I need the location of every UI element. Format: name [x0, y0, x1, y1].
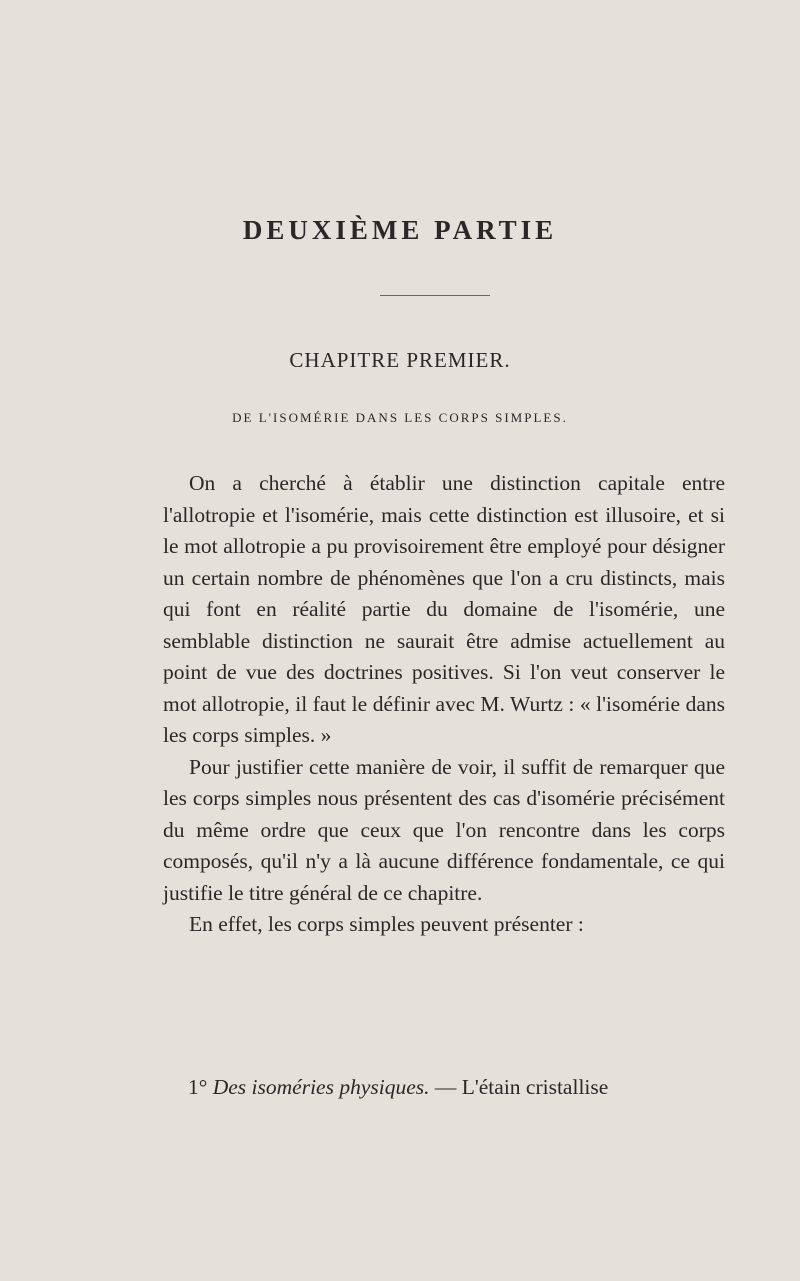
- list-item-line: [188, 1075, 728, 1100]
- chapter-title: CHAPITRE PREMIER.: [289, 348, 511, 372]
- body-text: [163, 468, 725, 941]
- part-title: DEUXIÈME PARTIE: [242, 215, 558, 245]
- paragraph: Pour justifier cette manière de voir, il suffit de remarquer que les corps simples nous présentent des cas d'isomérie précisément du même ordre que ceux que l'on rencontre dans les corps composés, qu'il n'y a là aucune différence fondamentale, ce qui justifie le titre général de ce chapitre.: [163, 754, 725, 905]
- separator-rule: [380, 295, 490, 296]
- italic-heading: Des isoméries physiques.: [212, 1075, 430, 1099]
- chapter-subtitle: DE L'ISOMÉRIE DANS LES CORPS SIMPLES.: [232, 410, 568, 425]
- list-text: — L'étain cristallise: [434, 1075, 609, 1099]
- paragraph: En effet, les corps simples peuvent présenter :: [189, 912, 584, 936]
- list-number: 1°: [188, 1075, 208, 1099]
- paragraph: On a cherché à établir une distinction capitale entre l'allotropie et l'isomérie, mais cette distinction est illusoire, et si le mot allotropie a pu provisoirement être employé pour désigner un certain nombre de phénomènes que l'on a cru distincts, mais qui font en réalité partie du domaine de l'isomérie, une semblable distinction ne saurait être admise actuellement au point de vue des doctrines positives. Si l'on veut conserver le mot allotropie, il faut le définir avec M. Wurtz : « l'isomérie dans les corps simples. »: [163, 471, 725, 747]
